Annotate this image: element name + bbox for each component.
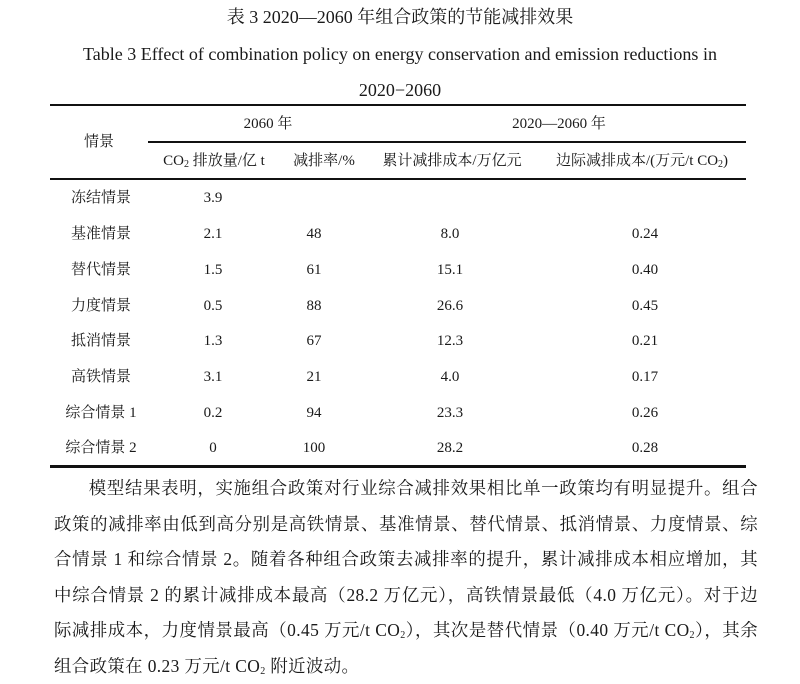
- cell-cum-cost: 12.3: [436, 333, 464, 349]
- header-marginal-cost: 边际减排成本/(万元/t $CO_2$): [555, 153, 729, 170]
- cell-scenario: 冻结情景: [70, 190, 131, 206]
- cell-scenario: 抵消情景: [70, 333, 131, 349]
- table-row: [0, 296, 800, 316]
- header-reduction-rate: 减排率/%: [293, 153, 355, 169]
- cell-rate: 100: [302, 440, 326, 456]
- cell-marginal-cost: 0.26: [631, 405, 659, 421]
- table-row: [0, 403, 800, 423]
- table-row: [0, 438, 800, 458]
- cell-co2: 0.2: [203, 405, 223, 421]
- cell-scenario: 力度情景: [70, 298, 131, 314]
- header-group-2020-2060: 2020—2060 年: [512, 116, 606, 132]
- cell-cum-cost: 28.2: [436, 440, 464, 456]
- cell-rate: 88: [306, 298, 322, 314]
- cell-scenario: 替代情景: [70, 262, 131, 278]
- table-caption-chinese: 表 3 2020—2060 年组合政策的节能减排效果: [226, 7, 574, 27]
- cell-co2: 1.3: [203, 333, 223, 349]
- cell-marginal-cost: 0.24: [631, 226, 659, 242]
- header-group-2060: 2060 年: [243, 116, 293, 132]
- body-paragraph: 模型结果表明，实施组合政策对行业综合减排效果相比单一政策均有明显提升。组合政策的减排率由低到高分别是高铁情景、基准情景、替代情景、抵消情景、力度情景、综合情景 1 和综合情景 2。随着各种组合政策去减排率的提升，累计减排成本相应增加，其中综合情景 2 的累计减排成本最高（28.2 万亿元），高铁情景最低（4.0 万亿元）。对于边际减排成本，力度情景最高（0.45 万元/t $CO_2$），其次是替代情景（0.40 万元/t $CO_2$），其余组合政策在 0.23 万元/t $CO_2$ 附近波动。: [54, 478, 758, 677]
- cell-rate: 21: [306, 369, 322, 385]
- table-bottom-rule: [50, 465, 746, 468]
- cell-co2: 2.1: [203, 226, 223, 242]
- cell-cum-cost: 4.0: [440, 369, 460, 385]
- caption-english-line2: 2020−2060: [358, 80, 442, 100]
- cell-marginal-cost: 0.40: [631, 262, 659, 278]
- header-scenario: 情景: [83, 134, 114, 150]
- cell-cum-cost: 26.6: [436, 298, 464, 314]
- table-row: [0, 188, 800, 208]
- cell-cum-cost: 8.0: [440, 226, 460, 242]
- cell-rate: 48: [306, 226, 322, 242]
- cell-rate: 94: [306, 405, 322, 421]
- table-caption-english: [0, 36, 800, 108]
- cell-co2: 3.1: [203, 369, 223, 385]
- cell-marginal-cost: 0.17: [631, 369, 659, 385]
- cell-marginal-cost: 0.28: [631, 440, 659, 456]
- cell-rate: 61: [306, 262, 322, 278]
- table-top-rule: [50, 104, 746, 106]
- cell-marginal-cost: 0.21: [631, 333, 659, 349]
- table-row: [0, 260, 800, 280]
- cell-co2: 0.5: [203, 298, 223, 314]
- cell-scenario: 高铁情景: [70, 369, 131, 385]
- table-row: [0, 224, 800, 244]
- cell-cum-cost: 23.3: [436, 405, 464, 421]
- header-co2-emissions: $CO_2$ 排放量/亿 t: [163, 153, 265, 170]
- cell-scenario: 综合情景 2: [65, 440, 137, 456]
- cell-rate: 67: [306, 333, 322, 349]
- header-cumulative-cost: 累计减排成本/万亿元: [382, 153, 522, 169]
- cell-scenario: 基准情景: [70, 226, 131, 242]
- cell-scenario: 综合情景 1: [65, 405, 137, 421]
- cell-co2: 1.5: [203, 262, 223, 278]
- table-group-rule: [148, 141, 746, 143]
- cell-co2: 0: [209, 440, 217, 456]
- cell-co2: 3.9: [203, 190, 223, 206]
- cell-cum-cost: 15.1: [436, 262, 464, 278]
- table-row: [0, 367, 800, 387]
- table-header-rule: [50, 178, 746, 180]
- caption-english-line1: Table 3 Effect of combination policy on energy conservation and emission reductions in: [83, 44, 717, 64]
- cell-marginal-cost: 0.45: [631, 298, 659, 314]
- table-row: [0, 331, 800, 351]
